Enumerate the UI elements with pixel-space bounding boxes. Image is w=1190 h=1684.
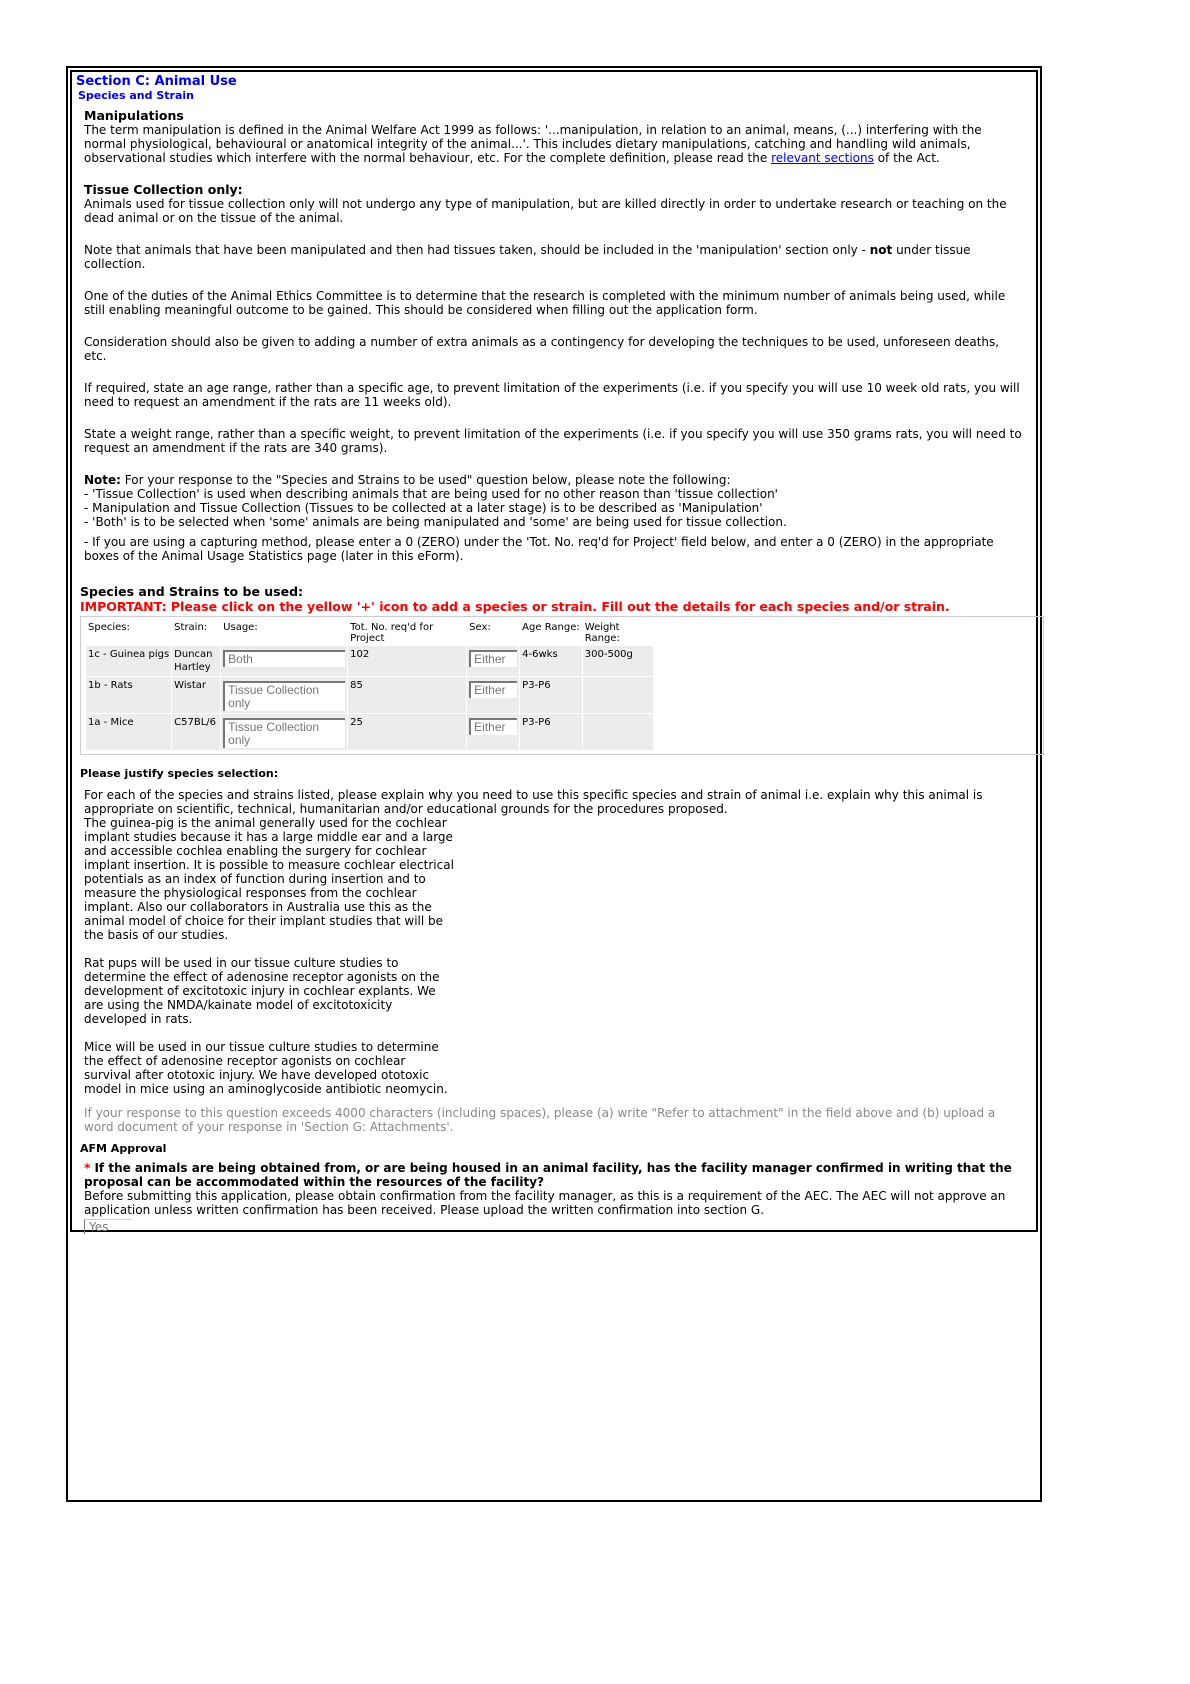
col-weight: Weight Range: bbox=[584, 622, 620, 644]
col-sex: Sex: bbox=[469, 622, 491, 633]
weight-cell: 300-500g bbox=[583, 646, 653, 676]
strain-cell: Duncan Hartley bbox=[172, 646, 220, 676]
afm-note: Before submitting this application, please obtain confirmation from the facility manager, as this is a requirement of the AEC. The AEC will not approve an application unless written confirmation has been received. Please upload the written confirmation into section G. bbox=[84, 1189, 1006, 1217]
guidance-paragraph: One of the duties of the Animal Ethics Committee is to determine that the research is completed with the minimum number of animals being used, while still enabling meaningful outcome to be gained. This should be considered when filling out the application form. bbox=[84, 289, 1006, 317]
guidance-paragraph: If required, state an age range, rather than a specific age, to prevent limitation of the experiments (i.e. if you specify you will use 10 week old rats, you will need to request an amendment if the rats are 11 weeks old). bbox=[84, 381, 1020, 409]
usage-field[interactable]: Tissue Collection only bbox=[223, 718, 345, 748]
section-c-panel bbox=[70, 70, 1038, 1232]
note-item: - Manipulation and Tissue Collection (Tissues to be collected at a later stage) is to be described as 'Manipulation' bbox=[84, 501, 763, 515]
afm-answer-field[interactable]: Yes bbox=[84, 1219, 132, 1234]
note-bold: not bbox=[869, 243, 893, 257]
col-age: Age Range: bbox=[522, 622, 580, 633]
guidance-text bbox=[84, 109, 1024, 563]
strain-cell: Wistar bbox=[172, 677, 220, 713]
sex-field[interactable]: Either bbox=[469, 681, 517, 698]
manipulations-heading: Manipulations bbox=[84, 108, 184, 123]
required-marker: * bbox=[84, 1161, 91, 1175]
manipulations-text bbox=[84, 123, 1024, 165]
usage-field[interactable]: Both bbox=[223, 650, 345, 667]
note-post: under tissue collection. bbox=[84, 243, 971, 271]
strain-cell: C57BL/6 bbox=[172, 714, 220, 750]
guidance-paragraph: State a weight range, rather than a specific weight, to prevent limitation of the experiments (i.e. if you specify you will use 350 grams rats, you will need to request an amendment if the rats are 340 grams). bbox=[84, 427, 1022, 455]
sex-field[interactable]: Either bbox=[469, 650, 517, 667]
age-cell: 4-6wks bbox=[520, 646, 582, 676]
col-total: Tot. No. req'd for Project bbox=[350, 622, 434, 644]
important-notice: IMPORTANT: Please click on the yellow '+' icon to add a species or strain. Fill out the details for each species and/or strain. bbox=[80, 599, 950, 614]
species-cell: 1a - Mice bbox=[86, 714, 171, 750]
species-table-container bbox=[80, 616, 1044, 755]
justify-answer-paragraph: The guinea-pig is the animal generally used for the cochlear implant studies because it has a large middle ear and a large and accessible cochlea enabling the surgery for cochlear implant insertion. It is possible to measure cochlear electrical potentials as an index of function during insertion and to measure the physiological responses from the cochlear implant. Also our collaborators in Australia use this as the animal model of choice for their implant studies that will be the basis of our studies. bbox=[84, 816, 454, 942]
note-label: Note: bbox=[84, 473, 121, 487]
total-cell: 25 bbox=[348, 714, 466, 750]
afm-question bbox=[84, 1161, 1024, 1189]
character-limit-note: If your response to this question exceeds 4000 characters (including spaces), please (a) write "Refer to attachment" in the field above and (b) upload a word document of your response in 'Section G: Attachments'. bbox=[84, 1106, 996, 1134]
table-row[interactable] bbox=[86, 677, 653, 713]
weight-cell bbox=[583, 677, 653, 713]
afm-question-text: If the animals are being obtained from, or are being housed in an animal facility, has the facility manager confirmed in writing that the proposal can be accommodated within the resources of the facility? bbox=[84, 1161, 1012, 1189]
species-table bbox=[85, 620, 654, 751]
table-header-row bbox=[86, 621, 653, 645]
note-item: - If you are using a capturing method, please enter a 0 (ZERO) under the 'Tot. No. req'd for Project' field below, and enter a 0 (ZERO) in the appropriate boxes of the Animal Usage Statistics page (later in this eForm). bbox=[84, 535, 994, 563]
manipulations-end: of the Act. bbox=[877, 151, 940, 165]
justify-answer-field[interactable] bbox=[84, 816, 454, 1096]
note-item: - 'Tissue Collection' is used when describing animals that are being used for no other reason than 'tissue collection' bbox=[84, 487, 778, 501]
relevant-sections-link[interactable]: relevant sections bbox=[771, 151, 874, 165]
page-frame bbox=[66, 66, 1042, 1502]
age-cell: P3-P6 bbox=[520, 677, 582, 713]
tissue-heading: Tissue Collection only: bbox=[84, 182, 243, 197]
note-manipulation bbox=[84, 243, 1024, 271]
usage-field[interactable]: Tissue Collection only bbox=[223, 681, 345, 711]
total-cell: 102 bbox=[348, 646, 466, 676]
afm-approval-label: AFM Approval bbox=[80, 1142, 167, 1155]
weight-cell bbox=[583, 714, 653, 750]
species-strains-label: Species and Strains to be used: bbox=[80, 584, 304, 599]
note-intro: For your response to the "Species and Strains to be used" question below, please note the following: bbox=[120, 473, 731, 487]
section-title: Section C: Animal Use bbox=[76, 74, 237, 89]
justify-intro: For each of the species and strains listed, please explain why you need to use this specific species and strain of animal i.e. explain why this animal is appropriate on scientific, technical, humanitarian and/or educational grounds for the procedures proposed. bbox=[84, 788, 983, 816]
sex-field[interactable]: Either bbox=[469, 718, 517, 735]
tissue-text: Animals used for tissue collection only will not undergo any type of manipulation, but are killed directly in order to undertake research or teaching on the dead animal or on the tissue of the animal. bbox=[84, 197, 1007, 225]
age-cell: P3-P6 bbox=[520, 714, 582, 750]
note-item: - 'Both' is to be selected when 'some' animals are being manipulated and 'some' are being used for tissue collection. bbox=[84, 515, 787, 529]
col-usage: Usage: bbox=[223, 622, 258, 633]
species-cell: 1c - Guinea pigs bbox=[86, 646, 171, 676]
col-strain: Strain: bbox=[174, 622, 208, 633]
justify-label: Please justify species selection: bbox=[80, 767, 279, 780]
subsection-title: Species and Strain bbox=[78, 89, 194, 102]
species-cell: 1b - Rats bbox=[86, 677, 171, 713]
manipulations-body: The term manipulation is defined in the Animal Welfare Act 1999 as follows: '...manipulation, in relation to an animal, means, (...) interfering with the normal physiological, behavioural or anatomical integrity of the animal...'. This includes dietary manipulations, catching and handling wild animals, observational studies which interfere with the normal behaviour, etc. For the complete definition, please read the bbox=[84, 123, 982, 165]
note-pre: Note that animals that have been manipulated and then had tissues taken, should be included in the 'manipulation' section only - bbox=[84, 243, 870, 257]
justify-answer-paragraph: Mice will be used in our tissue culture studies to determine the effect of adenosine receptor agonists on cochlear survival after ototoxic injury. We have developed ototoxic model in mice using an aminoglycoside antibiotic neomycin. bbox=[84, 1040, 448, 1096]
note-block bbox=[84, 473, 1024, 563]
total-cell: 85 bbox=[348, 677, 466, 713]
justify-answer-paragraph: Rat pups will be used in our tissue culture studies to determine the effect of adenosine receptor agonists on the development of excitotoxic injury in cochlear explants. We are using the NMDA/kainate model of excitotoxicity developed in rats. bbox=[84, 956, 440, 1026]
table-row[interactable] bbox=[86, 646, 653, 676]
guidance-paragraph: Consideration should also be given to adding a number of extra animals as a contingency for developing the techniques to be used, unforeseen deaths, etc. bbox=[84, 335, 1000, 363]
table-row[interactable] bbox=[86, 714, 653, 750]
col-species: Species: bbox=[88, 622, 130, 633]
